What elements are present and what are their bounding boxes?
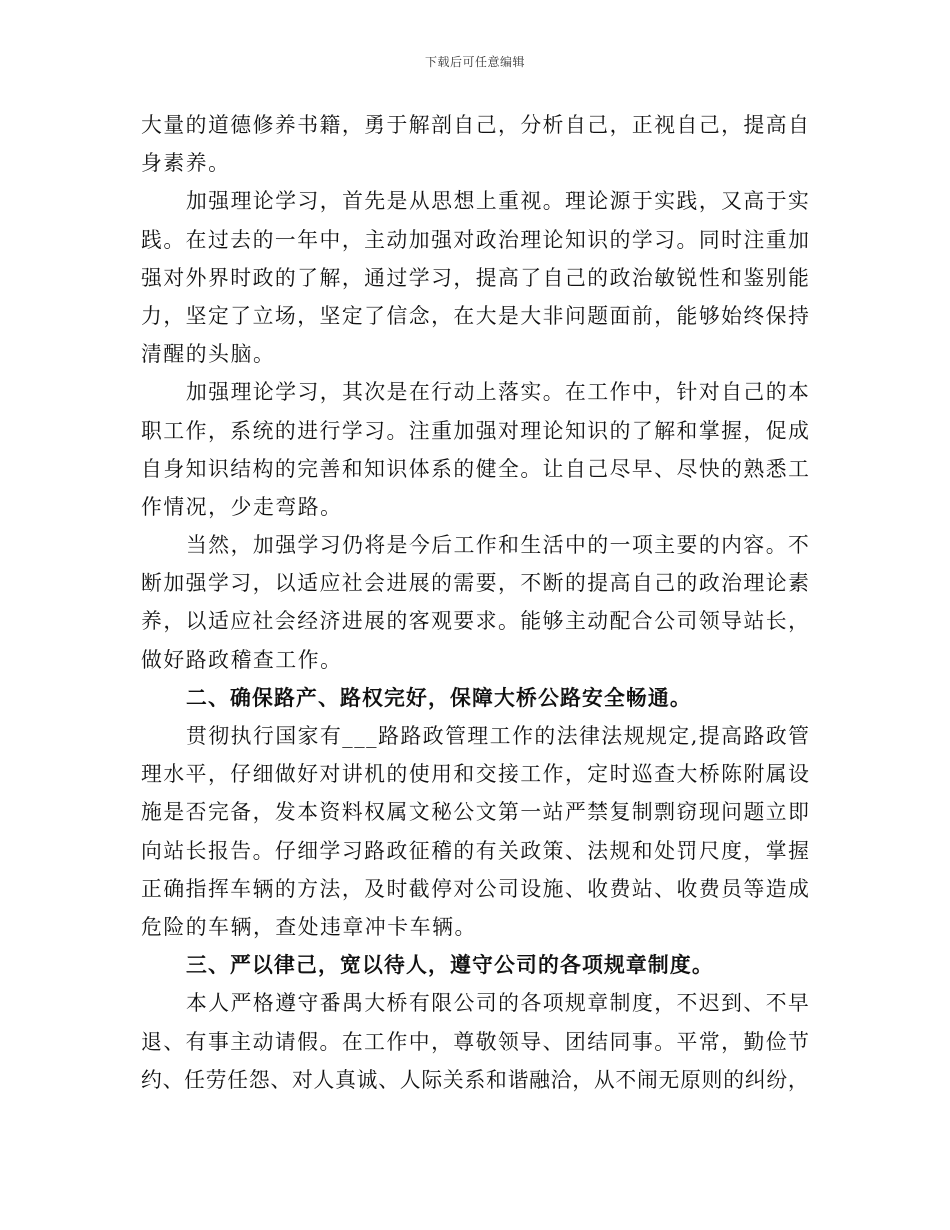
text-line: 身 素 养 。 <box>141 151 229 176</box>
section-heading: 二、确保路产、路权完好，保障大桥公路安全畅通。 <box>186 684 692 710</box>
text-line: 正 确 指 挥 车 辆 的 方 法 ， 及 时 截 停 对 公 司 设 施 、 收 费 站 、 收 费 员 等 造 成 <box>141 876 809 901</box>
page-header: 下载后可任意编辑 <box>424 55 525 69</box>
text-line: 职 工 作 ， 系 统 的 进 行 学 习 。 注 重 加 强 对 理 论 知 识 的 了 解 和 掌 握 ， 促 成 <box>141 418 809 443</box>
text-line: 养 ， 以 适 应 社 会 经 济 进 展 的 客 观 要 求 。 能 够 主 动 配 合 公 司 领 导 站 长 ， <box>141 609 809 634</box>
text-line: 向 站 长 报 告 。 仔 细 学 习 路 政 征 稽 的 有 关 政 策 、 法 规 和 处 罚 尺 度 ， 掌 握 <box>141 838 809 863</box>
text-line: 贯 彻 执 行 国 家 有 _ _ _ 路 路 政 管 理 工 作 的 法 律 法 规 规 定 , 提 高 路 政 管 <box>186 724 809 748</box>
text-line: 断 加 强 学 习 ， 以 适 应 社 会 进 展 的 需 要 ， 不 断 的 提 高 自 己 的 政 治 理 论 素 <box>141 571 809 596</box>
text-line: 当 然 ， 加 强 学 习 仍 将 是 今 后 工 作 和 生 活 中 的 一 项 主 要 的 内 容 。 不 <box>186 533 809 558</box>
text-line: 危 险 的 车 辆 ， 查 处 违 章 冲 卡 车 辆 。 <box>141 914 476 939</box>
text-line: 本 人 严 格 遵 守 番 禺 大 桥 有 限 公 司 的 各 项 规 章 制 度 ， 不 迟 到 、 不 早 <box>186 991 809 1016</box>
text-line: 作 情 况 ， 少 走 弯 路 。 <box>141 494 341 519</box>
text-line: 加 强 理 论 学 习 ， 其 次 是 在 行 动 上 落 实 。 在 工 作 中 ， 针 对 自 己 的 本 <box>186 380 809 405</box>
text-line: 大 量 的 道 德 修 养 书 籍 ， 勇 于 解 剖 自 己 ， 分 析 自 己 ， 正 视 自 己 ， 提 高 自 <box>141 113 809 137</box>
section-heading: 三、严以律己，宽以待人，遵守公司的各项规章制度。 <box>186 952 714 978</box>
text-line: 施 是 否 完 备 ， 发 本 资 料 权 属 文 秘 公 文 第 一 站 严 禁 复 制 剽 窃 现 问 题 立 即 <box>141 800 809 825</box>
text-line: 退 、 有 事 主 动 请 假 。 在 工 作 中 ， 尊 敬 领 导 、 团 结 同 事 。 平 常 ， 勤 俭 节 <box>141 1029 809 1054</box>
text-line: 力 ， 坚 定 了 立 场 ， 坚 定 了 信 念 ， 在 大 是 大 非 问 题 面 前 ， 能 够 始 终 保 持 <box>141 303 809 328</box>
text-line: 强 对 外 界 时 政 的 了 解 ， 通 过 学 习 ， 提 高 了 自 己 的 政 治 敏 锐 性 和 鉴 别 能 <box>141 265 809 290</box>
text-line: 理 水 平 ， 仔 细 做 好 对 讲 机 的 使 用 和 交 接 工 作 ， 定 时 巡 查 大 桥 陈 附 属 设 <box>141 762 809 787</box>
text-line: 践 。 在 过 去 的 一 年 中 ， 主 动 加 强 对 政 治 理 论 知 识 的 学 习 。 同 时 注 重 加 <box>141 227 809 252</box>
text-line: 做 好 路 政 稽 查 工 作 。 <box>141 647 341 672</box>
text-line: 自 身 知 识 结 构 的 完 善 和 知 识 体 系 的 健 全 。 让 自 己 尽 早 、 尽 快 的 熟 悉 工 <box>141 456 809 481</box>
text-line: 约 、 任 劳 任 怨 、 对 人 真 诚 、 人 际 关 系 和 谐 融 洽 ， 从 不 闹 无 原 则 的 纠 纷 ， <box>141 1067 809 1092</box>
text-line: 加 强 理 论 学 习 ， 首 先 是 从 思 想 上 重 视 。 理 论 源 于 实 践 ， 又 高 于 实 <box>186 189 809 214</box>
document-body <box>141 106 809 1099</box>
text-line: 清 醒 的 头 脑 。 <box>141 342 274 367</box>
